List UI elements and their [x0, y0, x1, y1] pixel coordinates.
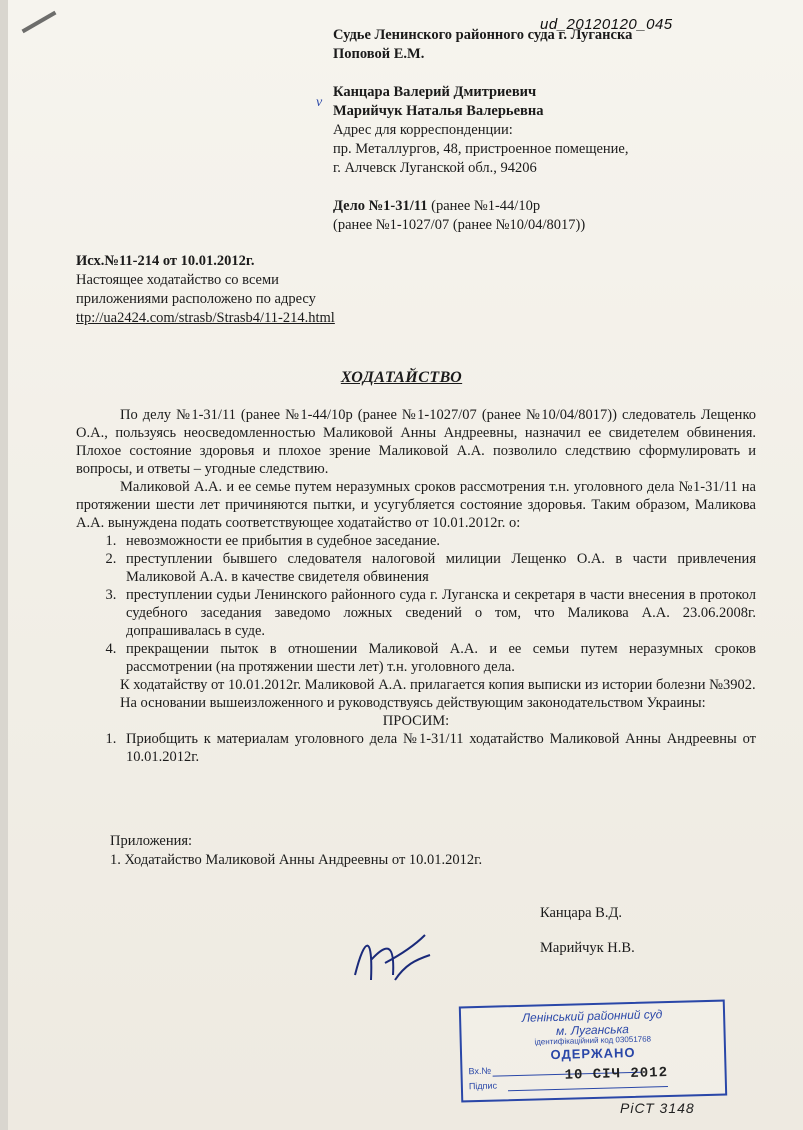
case-line2: (ранее №1-1027/07 (ранее №10/04/8017)): [333, 217, 586, 233]
stamp-city: м. Луганська: [555, 1022, 630, 1038]
body-paragraph-2: Маликовой А.А. и ее семье путем неразумных сроков рассмотрения т.н. уголовного дела №1-31/11 на протяжении шести лет причиняются пытки, и усугубляется состояние здоровья. Таким образом, Маликова А.А. вынуждена подать соответствующее ходатайство от 10.01.2012г. о:: [76, 479, 756, 531]
stamp-sign-label: Підпис: [468, 1080, 498, 1092]
sender-name2: Марийчук Наталья Валерьевна: [333, 103, 544, 119]
list-item: 4. прекращении пыток в отношении Маликовой А.А. и ее семьи путем неразумных сроков рассмотрении (на протяжении шести лет) т.н. уголовного дела.: [120, 640, 756, 676]
handwritten-note: РіСТ 3148: [620, 1100, 695, 1116]
addressee-line1: Судье Ленинского районного суда г. Луганска: [333, 27, 633, 43]
addressee-line2: Поповой Е.М.: [333, 46, 425, 62]
outgoing-line1: Настоящее ходатайство со всеми: [76, 272, 279, 288]
case-line1-rest: (ранее №1-44/10р: [427, 198, 541, 214]
list-item: 1. невозможности ее прибытия в судебное заседание.: [120, 532, 756, 550]
stamp-in-label: Вх.№: [468, 1065, 492, 1077]
document-title: ХОДАТАЙСТВО: [340, 369, 463, 386]
outgoing-line2: приложениями расположено по адресу: [76, 291, 316, 307]
address-line2: г. Алчевск Луганской обл., 94206: [333, 160, 537, 176]
signer-1: Канцара В.Д.: [540, 905, 622, 921]
stamp-received: ОДЕРЖАНО: [550, 1044, 636, 1063]
signer-2: Марийчук Н.В.: [540, 940, 635, 956]
handwritten-signature: [345, 925, 435, 995]
attachment-item: 1. Ходатайство Маликовой Анны Андреевны от 10.01.2012г.: [110, 852, 483, 868]
attachments-label: Приложения:: [110, 833, 193, 849]
handwritten-check-mark: v: [316, 95, 323, 110]
stamp-code: ідентифікаційний код 03051768: [534, 1034, 652, 1047]
list-item: 2. преступлении бывшего следователя налоговой милиции Лещенко О.А. в части привлечения Маликовой А.А. в качестве свидетеля обвинения: [120, 550, 756, 586]
document-body: [76, 406, 756, 766]
outgoing-url: ttp://ua2424.com/strasb/Strasb4/11-214.html: [76, 310, 335, 326]
address-block: [333, 26, 773, 235]
request-list: [76, 730, 756, 766]
address-label: Адрес для корреспонденции:: [333, 122, 513, 138]
case-line1: [333, 197, 773, 216]
claims-list: [76, 532, 756, 676]
stamp-reference: ud_20120120_045: [540, 16, 673, 33]
body-paragraph-4: На основании вышеизложенного и руководствуясь действующим законодательством Украины:: [120, 695, 706, 711]
request-item: 1. Приобщить к материалам уголовного дела №1-31/11 ходатайство Маликовой Анны Андреевны от 10.01.2012г.: [120, 730, 756, 766]
body-paragraph-1: По делу №1-31/11 (ранее №1-44/10р (ранее №1-1027/07 (ранее №10/04/8017)) следователь Лещенко О.А., пользуясь неосведомленностью Маликовой Анны Андреевны, назначил ее свидетелем обвинения. Плохое состояние здоровья и плохое зрение Маликовой А.А. позволило следствию сформулировать и вопросы, и ответы – угодные следствию.: [76, 407, 756, 477]
stamp-date: 10 СІЧ 2012: [564, 1065, 669, 1084]
case-label: Дело №1-31/11: [333, 198, 428, 214]
staple-mark: [22, 11, 57, 33]
outgoing-number: Исх.№11-214 от 10.01.2012г.: [76, 253, 255, 269]
outgoing-ref-block: [76, 252, 376, 328]
list-item: 3. преступлении судьи Ленинского районного суда г. Луганска и секретаря в части внесения в протокол судебного заседания заведомо ложных сведений о том, что Маликова А.А. 23.06.2008г. допрашивалась в суде.: [120, 586, 756, 640]
stamp-court-name: Ленінський районний суд: [521, 1007, 663, 1025]
address-line1: пр. Металлургов, 48, пристроенное помещение,: [333, 141, 629, 157]
sender-name1: Канцара Валерий Дмитриевич: [333, 84, 537, 100]
court-received-stamp: [459, 1000, 727, 1103]
request-heading: ПРОСИМ:: [382, 713, 450, 729]
page-edge-shadow: [0, 0, 8, 1130]
attachments-block: [110, 832, 610, 870]
body-paragraph-3: К ходатайству от 10.01.2012г. Маликовой А.А. прилагается копия выписки из истории болезни №3902.: [120, 677, 756, 693]
